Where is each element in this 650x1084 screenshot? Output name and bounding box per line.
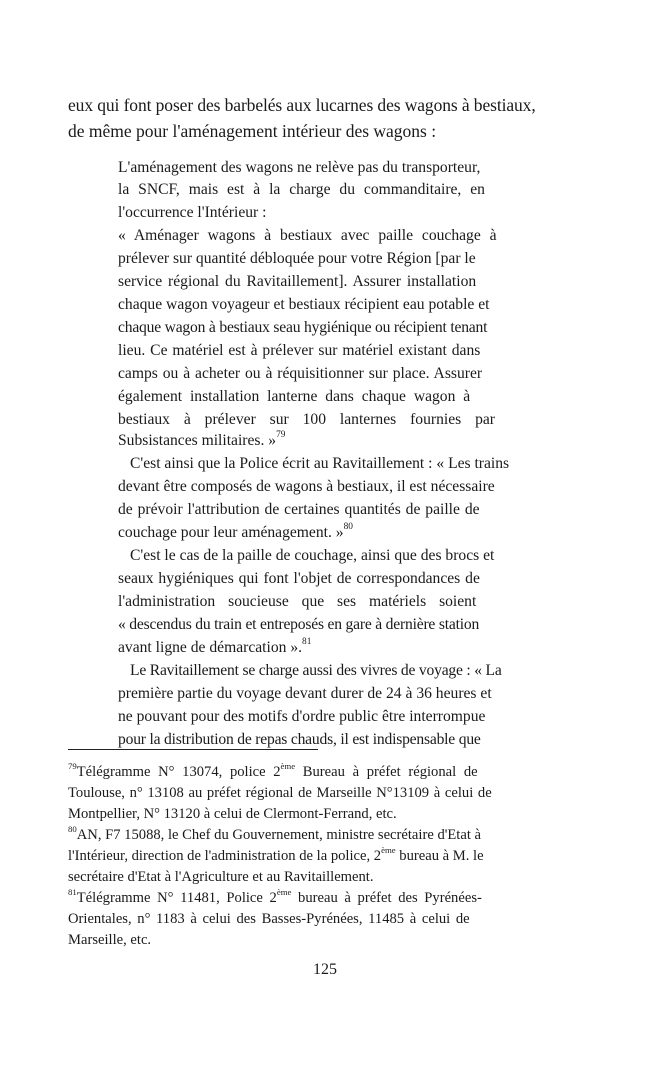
text-line: Le Ravitaillement se charge aussi des vivres de voyage : « La: [130, 662, 502, 679]
footnote-superscript: ème: [280, 760, 296, 771]
text-line: « descendus du train et entreposés en gare à dernière station: [118, 616, 480, 633]
footnote-reference: 80: [343, 522, 353, 533]
footnote-superscript: ème: [381, 844, 396, 855]
text-line-body: Subsistances militaires. »: [118, 432, 277, 449]
text-line: chaque wagon voyageur et bestiaux récipient eau potable et: [118, 296, 490, 313]
text-line: ne pouvant pour des motifs d'ordre public être interrompue: [118, 708, 486, 725]
text-line: seaux hygiéniques qui font l'objet de correspondances de: [118, 570, 480, 587]
footnote-text: bureau à préfet des Pyrénées-: [291, 890, 482, 906]
footnote-reference: 79: [276, 430, 286, 441]
intro-line: de même pour l'aménagement intérieur des wagons :: [68, 121, 437, 141]
footnote-number: 81: [68, 886, 77, 897]
footnote-line: [68, 760, 478, 781]
footnote-line: [68, 823, 481, 844]
footnote-text: AN, F7 15088, le Chef du Gouvernement, ministre secrétaire d'Etat à: [76, 827, 481, 843]
footnote-text: Bureau à préfet régional de: [295, 764, 478, 780]
text-line: devant être composés de wagons à bestiaux, il est nécessaire: [118, 478, 495, 495]
footnote-text: Télégramme N° 11481, Police 2: [76, 890, 277, 906]
text-line: camps ou à acheter ou à réquisitionner sur place. Assurer: [118, 365, 483, 382]
footnote-number: 80: [68, 823, 77, 834]
text-line: C'est ainsi que la Police écrit au Ravitaillement : « Les trains: [130, 455, 510, 472]
footnote-line: [68, 844, 484, 865]
text-line: prélever sur quantité débloquée pour votre Région [par le: [118, 250, 476, 267]
footnote-line: [68, 886, 482, 907]
text-line: première partie du voyage devant durer de 24 à 36 heures et: [118, 685, 492, 702]
text-line: [118, 432, 285, 450]
text-line: lieu. Ce matériel est à prélever sur matériel existant dans: [118, 342, 481, 359]
text-line: [118, 639, 311, 657]
text-line: l'occurrence l'Intérieur :: [118, 204, 267, 221]
footnote-divider: [68, 749, 318, 750]
text-line: la SNCF, mais est à la charge du commanditaire, en: [118, 181, 485, 198]
text-line: bestiaux à prélever sur 100 lanternes fournies par: [118, 411, 495, 428]
footnote-line: Orientales, n° 1183 à celui des Basses-Pyrénées, 11485 à celui de: [68, 911, 470, 927]
text-line: l'administration soucieuse que ses matériels soient: [118, 593, 477, 610]
footnote-superscript: ème: [276, 886, 292, 897]
intro-line: eux qui font poser des barbelés aux lucarnes des wagons à bestiaux,: [68, 95, 536, 115]
footnote-text: bureau à M. le: [395, 848, 484, 864]
page-number: 125: [313, 961, 337, 978]
text-line: également installation lanterne dans chaque wagon à: [118, 388, 471, 405]
text-line-body: couchage pour leur aménagement. »: [118, 524, 344, 541]
text-line: [118, 524, 353, 542]
text-line: L'aménagement des wagons ne relève pas du transporteur,: [118, 159, 481, 176]
text-line: pour la distribution de repas chauds, il est indispensable que: [118, 731, 481, 748]
footnote-number: 79: [68, 760, 77, 771]
footnote-text: l'Intérieur, direction de l'administration de la police, 2: [68, 848, 382, 864]
footnote-line: Marseille, etc.: [68, 932, 152, 948]
text-line: de prévoir l'attribution de certaines quantités de paille de: [118, 501, 480, 518]
text-line: chaque wagon à bestiaux seau hygiénique ou récipient tenant: [118, 319, 488, 336]
footnote-line: Montpellier, N° 13120 à celui de Clermont-Ferrand, etc.: [68, 806, 397, 822]
text-line: service régional du Ravitaillement]. Assurer installation: [118, 273, 477, 290]
text-line-body: avant ligne de démarcation ».: [118, 639, 303, 656]
footnote-text: Télégramme N° 13074, police 2: [76, 764, 281, 780]
footnote-reference: 81: [302, 637, 312, 648]
footnote-line: Toulouse, n° 13108 au préfet régional de Marseille N°13109 à celui de: [68, 785, 492, 801]
text-line: C'est le cas de la paille de couchage, ainsi que des brocs et: [130, 547, 495, 564]
footnote-line: secrétaire d'Etat à l'Agriculture et au Ravitaillement.: [68, 869, 374, 885]
text-line: « Aménager wagons à bestiaux avec paille couchage à: [118, 227, 497, 244]
